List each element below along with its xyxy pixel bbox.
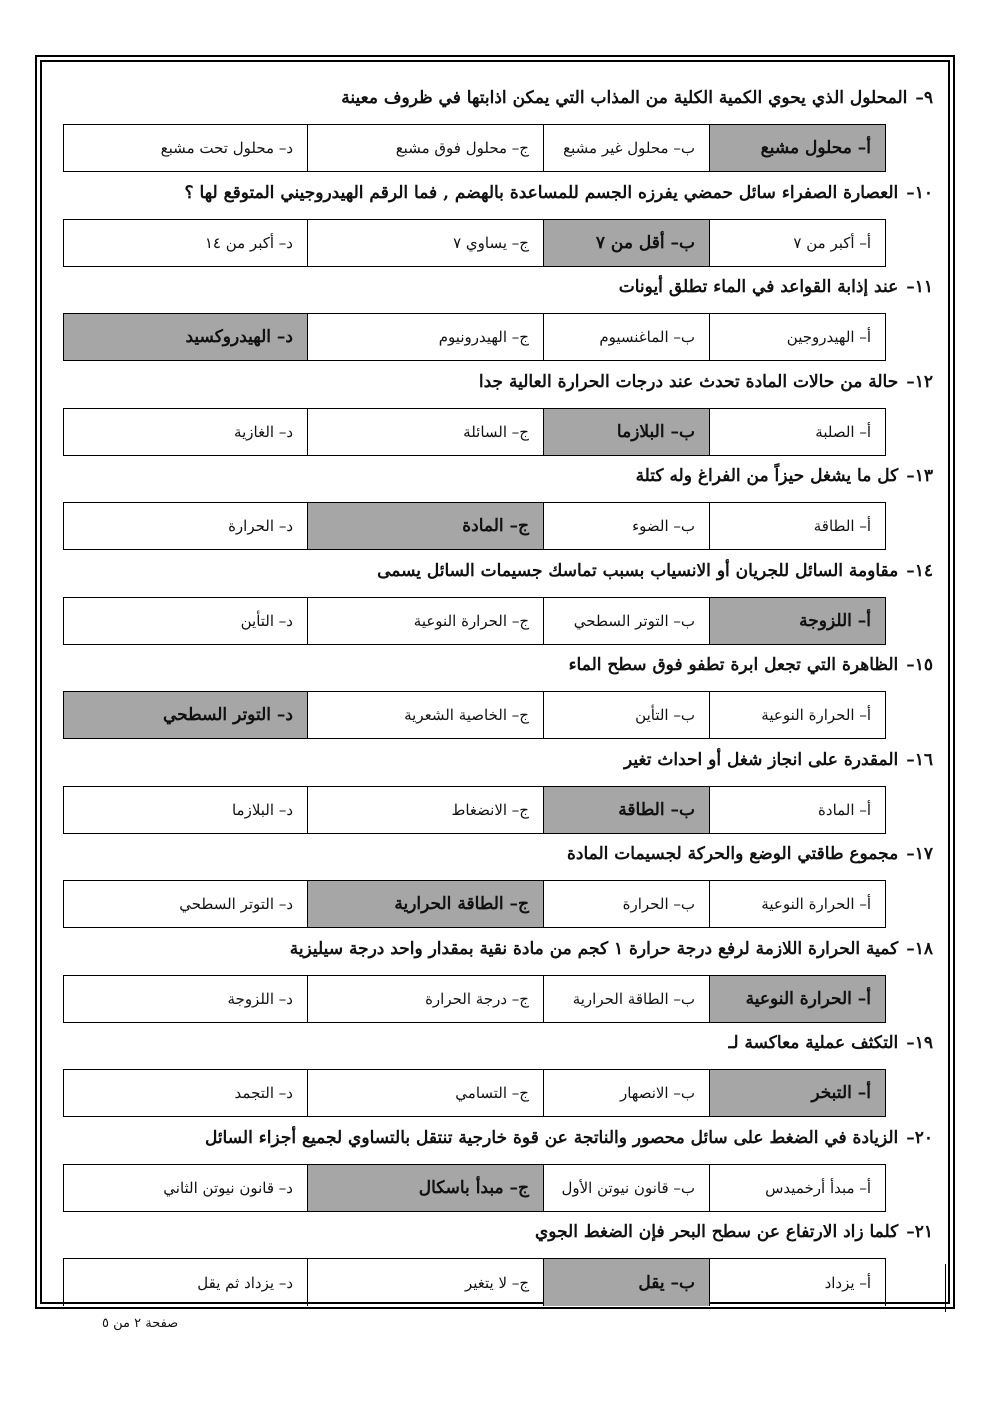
question-text xyxy=(567,836,933,872)
option-cell[interactable]: أ– أكبر من ٧ xyxy=(709,220,885,266)
option-cell[interactable]: د– اللزوجة xyxy=(227,989,293,1008)
option-cell[interactable]: د– التوتر السطحي xyxy=(179,895,293,913)
question-number: ٢١– xyxy=(906,1222,933,1242)
question-text xyxy=(479,364,933,400)
option-cell[interactable]: ب– الطاقة الحرارية xyxy=(543,976,709,1022)
option-cell[interactable]: د– التجمد xyxy=(234,1084,293,1102)
option-cell-correct[interactable]: ج– المادة xyxy=(307,503,543,549)
options-row xyxy=(63,597,886,645)
option-cell[interactable]: د– البلازما xyxy=(231,800,293,819)
option-cell[interactable]: د– الغازية xyxy=(234,422,293,441)
options-row xyxy=(63,880,886,928)
options-row xyxy=(63,691,886,739)
option-cell[interactable]: ب– الانصهار xyxy=(543,1070,709,1116)
question-number: ٩– xyxy=(915,88,933,108)
question-block xyxy=(63,362,933,457)
option-cell[interactable]: ج– درجة الحرارة xyxy=(307,976,543,1022)
option-cell-correct[interactable]: ب– يقل xyxy=(543,1259,709,1306)
question-number: ١٨– xyxy=(906,938,933,959)
question-text xyxy=(185,175,933,211)
question-number: ١٩– xyxy=(906,1033,933,1053)
option-cell-correct[interactable]: أ– التبخر xyxy=(709,1070,885,1116)
option-cell[interactable]: ج– محلول فوق مشبع xyxy=(307,125,543,171)
question-text xyxy=(624,742,933,778)
option-cell[interactable]: ج– لا يتغير xyxy=(307,1259,543,1306)
options-row xyxy=(63,219,886,267)
option-cell[interactable]: أ– المادة xyxy=(709,787,885,833)
question-block xyxy=(63,1118,933,1213)
options-row xyxy=(63,975,886,1023)
question-text xyxy=(569,647,933,683)
option-cell[interactable]: ب– التأين xyxy=(543,692,709,738)
option-cell[interactable]: د– قانون نيوتن الثاني xyxy=(163,1178,293,1197)
option-cell[interactable]: ب– التوتر السطحي xyxy=(543,598,709,644)
option-cell[interactable]: أ– الحرارة النوعية xyxy=(709,881,885,927)
option-cell-correct[interactable]: ج– الطاقة الحرارية xyxy=(307,881,543,927)
option-cell-correct[interactable]: ج– مبدأ باسكال xyxy=(307,1165,543,1211)
option-cell[interactable]: د– التأين xyxy=(240,611,293,630)
table-edge-line xyxy=(945,1264,947,1312)
option-cell[interactable]: د– الحرارة xyxy=(228,517,293,535)
option-cell-correct[interactable]: د– التوتر السطحي xyxy=(64,692,307,738)
option-cell[interactable]: أ– الصلبة xyxy=(709,409,885,455)
question-number: ١٤– xyxy=(906,560,933,581)
question-text xyxy=(377,553,933,589)
question-body: المحلول الذي يحوي الكمية الكلية من المذاب التي يمكن اذابتها في ظروف معينة xyxy=(341,88,908,108)
option-cell-correct[interactable]: ب– الطاقة xyxy=(543,787,709,833)
option-cell[interactable]: ج– التسامي xyxy=(307,1070,543,1116)
question-text xyxy=(535,1214,933,1250)
question-text xyxy=(290,931,933,967)
question-body: مقاومة السائل للجريان أو الانسياب بسبب تماسك جسيمات السائل يسمى xyxy=(377,560,899,581)
option-cell[interactable]: أ– الحرارة النوعية xyxy=(709,692,885,738)
options-row xyxy=(63,408,886,456)
question-number: ١٥– xyxy=(906,655,933,675)
option-cell-correct[interactable]: أ– الحرارة النوعية xyxy=(709,976,885,1022)
question-text xyxy=(341,80,933,116)
option-cell[interactable]: ب– الماغنسيوم xyxy=(543,314,709,360)
question-number: ١١– xyxy=(906,277,933,297)
question-block xyxy=(63,456,933,551)
question-body: كل ما يشغل حيزاً من الفراغ وله كتلة xyxy=(635,466,899,486)
page-number: صفحة ٢ من ٥ xyxy=(102,1316,179,1331)
question-body: مجموع طاقتي الوضع والحركة لجسيمات المادة xyxy=(566,844,899,864)
option-cell[interactable]: د– يزداد ثم يقل xyxy=(197,1273,293,1292)
question-block xyxy=(63,1023,933,1118)
option-cell[interactable]: د– محلول تحت مشبع xyxy=(160,139,293,157)
option-cell[interactable]: أ– مبدأ أرخميدس xyxy=(709,1165,885,1211)
question-block xyxy=(63,929,933,1024)
question-body: الزيادة في الضغط على سائل محصور والناتجة عن قوة خارجية تنتقل بالتساوي لجميع أجزاء السائل xyxy=(204,1127,899,1148)
question-number: ٢٠– xyxy=(906,1127,933,1148)
question-body: العصارة الصفراء سائل حمضي يفرزه الجسم للمساعدة بالهضم , فما الرقم الهيدروجيني المتوقع لها ؟ xyxy=(184,182,899,203)
option-cell-correct[interactable]: د– الهيدروكسيد xyxy=(64,314,307,360)
option-cell[interactable]: ج– الخاصية الشعرية xyxy=(307,692,543,738)
question-body: عند إذابة القواعد في الماء تطلق أيونات xyxy=(618,277,899,297)
option-cell-correct[interactable]: أ– محلول مشبع xyxy=(709,125,885,171)
question-number: ١٣– xyxy=(906,466,933,486)
question-body: حالة من حالات المادة تحدث عند درجات الحرارة العالية جدا xyxy=(478,371,899,392)
question-block xyxy=(63,740,933,835)
option-cell-correct[interactable]: ب– أقل من ٧ xyxy=(543,220,709,266)
option-cell[interactable]: ج– الانضغاط xyxy=(307,787,543,833)
options-row xyxy=(63,1164,886,1212)
question-block xyxy=(63,78,933,173)
questions-list xyxy=(63,78,933,1307)
question-block xyxy=(63,645,933,740)
question-text xyxy=(619,269,933,305)
options-row xyxy=(63,313,886,361)
option-cell[interactable]: ج– يساوي ٧ xyxy=(307,220,543,266)
option-cell[interactable]: ب– الضوء xyxy=(543,503,709,549)
question-block xyxy=(63,267,933,362)
option-cell[interactable]: أ– الطاقة xyxy=(709,503,885,549)
option-cell[interactable]: أ– يزداد xyxy=(709,1259,885,1306)
question-number: ١٢– xyxy=(906,371,933,392)
question-block xyxy=(63,834,933,929)
question-body: كمية الحرارة اللازمة لرفع درجة حرارة ١ كجم من مادة نقية بمقدار واحد درجة سيليزية xyxy=(289,938,899,959)
options-row xyxy=(63,1069,886,1117)
question-number: ١٧– xyxy=(906,844,933,864)
question-body: الظاهرة التي تجعل ابرة تطفو فوق سطح الماء xyxy=(568,655,899,675)
option-cell[interactable]: ب– محلول غير مشبع xyxy=(543,125,709,171)
question-body: كلما زاد الارتفاع عن سطح البحر فإن الضغط الجوي xyxy=(535,1222,899,1242)
options-row xyxy=(63,502,886,550)
question-number: ١٠– xyxy=(906,182,933,203)
question-body: المقدرة على انجاز شغل أو احداث تغير xyxy=(624,749,899,770)
question-block xyxy=(63,551,933,646)
options-row xyxy=(63,786,886,834)
option-cell[interactable]: ج– الحرارة النوعية xyxy=(307,598,543,644)
question-body: التكثف عملية معاكسة لـ xyxy=(728,1033,899,1053)
option-cell[interactable]: أ– الهيدروجين xyxy=(709,314,885,360)
options-row xyxy=(63,1258,886,1306)
option-cell[interactable]: د– أكبر من ١٤ xyxy=(204,233,293,252)
option-cell-correct[interactable]: ب– البلازما xyxy=(543,409,709,455)
option-cell[interactable]: ج– السائلة xyxy=(307,409,543,455)
question-text xyxy=(205,1120,933,1156)
options-row xyxy=(63,124,886,172)
option-cell-correct[interactable]: أ– اللزوجة xyxy=(709,598,885,644)
question-text xyxy=(728,1025,933,1061)
question-text xyxy=(636,458,933,494)
option-cell[interactable]: ب– الحرارة xyxy=(543,881,709,927)
option-cell[interactable]: ب– قانون نيوتن الأول xyxy=(543,1165,709,1211)
option-cell[interactable]: ج– الهيدرونيوم xyxy=(307,314,543,360)
question-block xyxy=(63,173,933,268)
question-number: ١٦– xyxy=(906,749,933,770)
question-block xyxy=(63,1212,933,1307)
